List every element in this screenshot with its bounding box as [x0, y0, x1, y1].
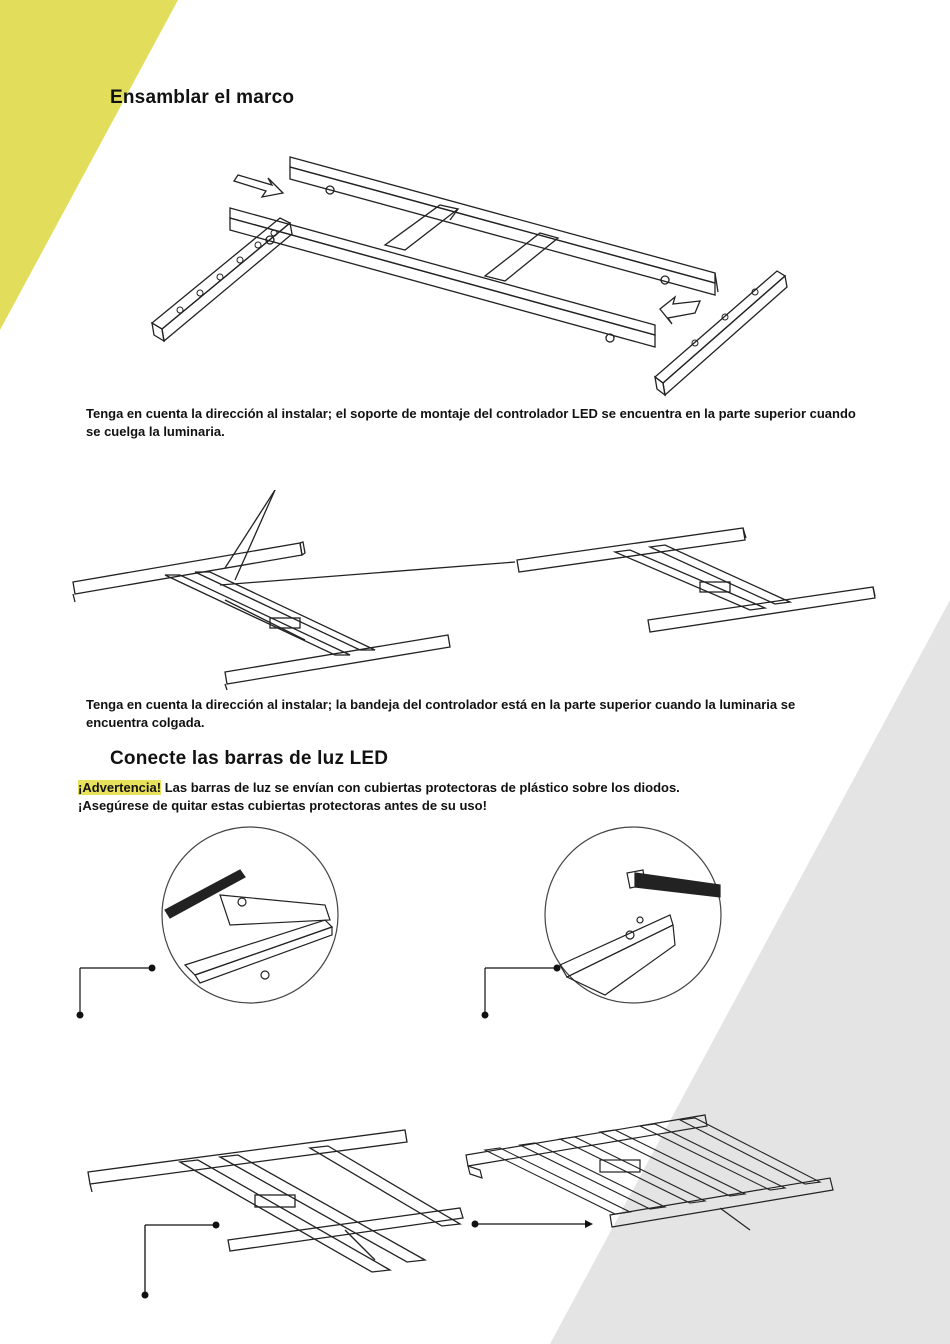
frame-exploded-illustration [140, 105, 800, 400]
leader-dot [135, 1290, 155, 1310]
warning-line-1: Las barras de luz se envían con cubiertas protectoras de plástico sobre los diodos. [161, 780, 680, 795]
warning-text [78, 779, 878, 815]
detail-circle-right [475, 825, 735, 1025]
section-title-connect-led-bars: Conecte las barras de luz LED [110, 748, 389, 769]
frame-note-2: Tenga en cuenta la dirección al instalar; la bandeja del controlador está en la parte superior cuando la luminaria se encuentra colgada. [86, 697, 796, 730]
detail-circle-left [70, 825, 370, 1025]
frame-orientation-illustration [65, 490, 885, 695]
section-title-assemble-frame: Ensamblar el marco [110, 87, 295, 108]
warning-line-2: ¡Asegúrese de quitar estas cubiertas protectoras antes de su uso! [78, 798, 487, 813]
frame-with-all-bars-illustration [460, 1110, 855, 1235]
frame-with-one-bar-illustration [80, 1120, 480, 1310]
frame-note-1: Tenga en cuenta la dirección al instalar; el soporte de montaje del controlador LED se encuentra en la parte superior cuando se cuelga la luminaria. [86, 406, 856, 439]
warning-label: ¡Advertencia! [78, 780, 162, 795]
